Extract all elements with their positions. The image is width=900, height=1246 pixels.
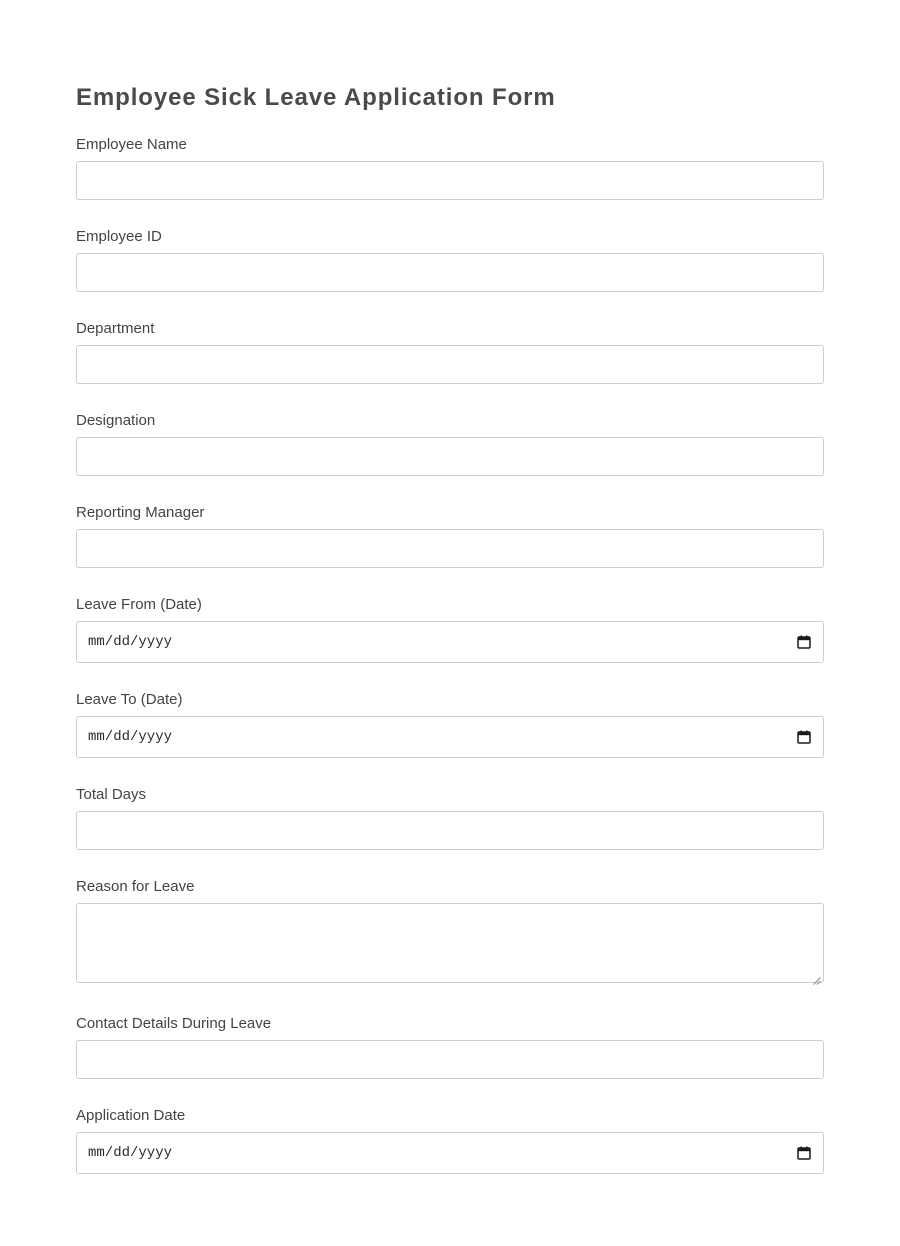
contact-details-label: Contact Details During Leave xyxy=(76,1015,272,1032)
reason-textarea[interactable] xyxy=(76,903,824,983)
reporting-manager-label: Reporting Manager xyxy=(76,504,205,521)
employee-name-input[interactable] xyxy=(76,161,824,200)
application-date-input[interactable] xyxy=(76,1132,824,1174)
total-days-label: Total Days xyxy=(76,786,147,803)
calendar-icon[interactable] xyxy=(797,730,811,744)
leave-to-label: Leave To (Date) xyxy=(76,691,183,708)
calendar-icon[interactable] xyxy=(797,635,811,649)
leave-from-label: Leave From (Date) xyxy=(76,596,202,613)
leave-to-date-input[interactable] xyxy=(76,716,824,758)
leave-from-placeholder: mm/dd/yyyy xyxy=(88,634,173,650)
department-input[interactable] xyxy=(76,345,824,384)
calendar-icon[interactable] xyxy=(797,1146,811,1160)
application-date-label: Application Date xyxy=(76,1107,186,1124)
resize-grip-icon[interactable] xyxy=(813,972,821,980)
reason-label: Reason for Leave xyxy=(76,878,195,895)
reporting-manager-input[interactable] xyxy=(76,529,824,568)
employee-name-label: Employee Name xyxy=(76,136,187,153)
leave-to-placeholder: mm/dd/yyyy xyxy=(88,729,173,745)
employee-id-label: Employee ID xyxy=(76,228,162,245)
contact-details-input[interactable] xyxy=(76,1040,824,1079)
designation-label: Designation xyxy=(76,412,156,429)
total-days-input[interactable] xyxy=(76,811,824,850)
form-title: Employee Sick Leave Application Form xyxy=(76,84,556,111)
department-label: Department xyxy=(76,320,155,337)
application-date-placeholder: mm/dd/yyyy xyxy=(88,1145,173,1161)
leave-from-date-input[interactable] xyxy=(76,621,824,663)
designation-input[interactable] xyxy=(76,437,824,476)
employee-id-input[interactable] xyxy=(76,253,824,292)
